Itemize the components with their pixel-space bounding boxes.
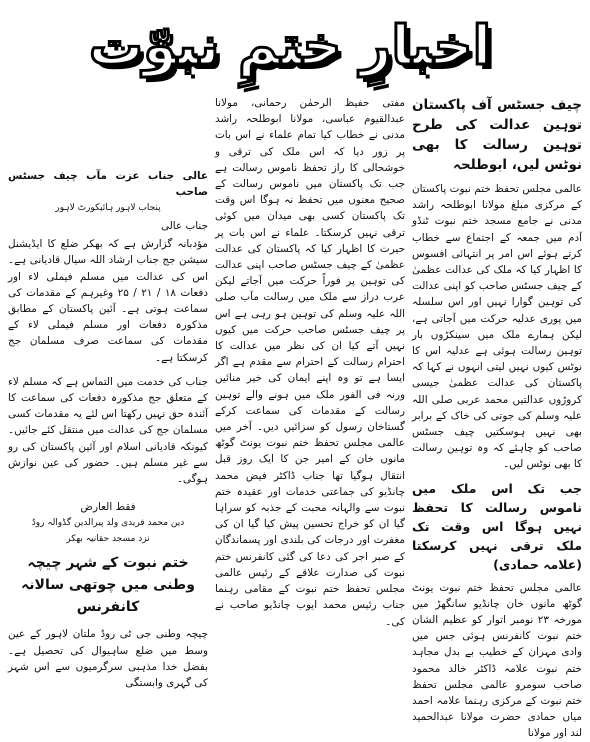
letter-sender-line-1: دین محمد فریدی ولد پیرالدین گڈوالہ روڈ — [31, 518, 185, 529]
letter-closing: فقط العارض — [80, 501, 136, 514]
letter-body-2: جناب کی خدمت میں التماس ہے کہ مسلم لاء کے متعلق جج مذکورہ دفعات کی سماعت کا آئندہ حق نہیں رکھتا اس لئے یہ مقدمات کسی مسلمان جج کی عدالت میں منتقل کئے جائیں۔ کیونکہ قادیانی اسلام اور آئین پاکستان کی رو سے غیر مسلم ہیں۔ حضور کی عین نوازش ہوگی۔ — [8, 375, 208, 485]
article-headline: چیف جسٹس آف پاکستان توہین عدالت کی طرح توہین رسالت کا بھی نوٹس لیں، ابوطلحہ — [412, 97, 582, 173]
masthead — [50, 5, 530, 87]
conference-headline: ختم نبوت کے شہر چیچہ وطنی میں چوتھی سالانہ کانفرنس — [21, 555, 195, 616]
left-column — [8, 168, 208, 728]
article-body-middle: مفتی حفیظ الرحمٰن رحمانی، مولانا عبدالقیوم عباسی، مولانا ابوطلحہ راشد مدنی نے خطاب کیا تمام علماء نے اس بات پر زور دیا کہ اس ملک کی ترقی و خوشحالی کا راز تحفظ ناموس رسالت ہے جب تک پاکستان میں ناموس رسالت کے صحیح معنوں میں تحفظ نہ ہوگا اس وقت تک پاکستان کسی بھی میدان میں کوئی ترقی نہیں کرسکتا۔ علماء نے اس بات پر حیرت کا اظہار کیا کہ پاکستان کی عدالت عظمیٰ کے چیف جسٹس صاحب اپنی عدالت کی توہین پر فوراً حرکت میں آجاتے لیکن عرب دراز سے ملک میں رسالت مآب صلی اللہ علیہ وسلم کی توہین ہو رہی ہے اس پر چیف جسٹس صاحب حرکت میں کیوں نہیں آتے کیا ان کی نظر میں عدالت کا احترام رسالت کے احترام سے مقدم ہے اگر ایسا ہے تو وہ اپنے ایمان کی خیر منائیں ورنہ فی الفور ملک میں ہونے والے توہین رسالت کے مقدمات کی سماعت کرکے گستاخان رسول کو سزائیں دیں۔ آخر میں عالمی مجلس تحفظ ختم نبوت یونٹ گوٹھ مانوں خان کے امیر جن کا ایک روز قبل انتقال ہوگیا تھا جناب ڈاکٹر فیض محمد چانڈیو کی جماعتی خدمات اور عقیدہ ختم نبوت سے والہانہ محبت کے جذبہ کو سراہا گیا ان کو خراج تحسین پیش کیا گیا ان کی مغفرت اور درجات کی بلندی اور پسماندگان کے صبر اجر کی دعا کی گئی کانفرنس ختم نبوت کی صدارت علاقے کے رئیس عالمی مجلس تحفظ ختم نبوت کے مقامی رہنما جناب رئیس محمد ایوب چانڈیو صاحب نے کی۔ — [215, 97, 405, 628]
letter-addressee-line-1: عالی جناب عزت مآب چیف جسٹس صاحب — [8, 170, 208, 199]
article-body-continued: عالمی مجلس تحفظ ختم نبوت یونٹ گوٹھ مانوں خان چانڈیو سانگھڑ میں مورخہ ۲۳ نومبر اتوار کو عظیم الشان ختم نبوت کانفرنس ہوئی جس میں وادی مہران کے خطیب بے بدل مجاہد ختم نبوت علامہ ڈاکٹر خالد محمود صاحب سومرو عالمی مجلس تحفظ ختم نبوت کے مرکزی رہنما علامہ احمد میاں حمادی حضرت مولانا عبدالحمید لند اور مولانا — [412, 581, 582, 740]
letter-body-1: مؤدبانہ گزارش ہے کہ بھکر ضلع کا ایڈیشنل سیشن جج جناب ارشاد اللہ سیال قادیانی ہے۔ اس کی عدالت میں مسلم فیملی لاء اور دفعات ۱۸ / ۲۱ / ۲۵ وغیرہم کے مقدمات کی سماعت ہوتی ہے۔ آئین پاکستان کے مطابق مذکورہ دفعات اور مسلم فیملی لاء کے مقدمات کی سماعت صرف مسلمان جج کرسکتا ہے۔ — [8, 238, 209, 364]
conference-body: چیچہ وطنی جی ٹی روڈ ملتان لاہور کے عین وسط میں ضلع ساہیوال کی تحصیل ہے۔ بفضل خدا مذہبی سرگرمیوں سے اس شہر کی گہری وابستگی — [8, 628, 208, 689]
right-column — [412, 95, 582, 740]
letter-salutation: جناب عالی — [160, 219, 208, 232]
letter-sender-line-2: نزد مسجد حقانیہ بھکر — [66, 533, 150, 544]
letter-addressee-line-2: پنجاب لاہور ہائیکورٹ لاہور — [55, 203, 161, 214]
middle-column — [215, 95, 405, 731]
article-subheadline: جب تک اس ملک میں ناموس رسالت کا تحفظ نہیں ہوگا اس وقت تک ملک ترقی نہیں کرسکتا (علامہ حمادی) — [412, 480, 582, 572]
masthead-title: اخبارِ ختمِ نبوّت — [88, 14, 492, 77]
article-body: عالمی مجلس تحفظ ختم نبوت پاکستان کے مرکزی مبلغ مولانا ابوطلحہ راشد مدنی نے جامع مسجد ختم نبوت ٹنڈو آدم میں جمعہ کے اجتماع سے خطاب کرتے ہوئے اس امر پر انتہائی افسوس کا اظہار کیا کہ ملک کی عدالت عظمیٰ کے چیف جسٹس صاحب کو اپنی عدالت کی توہین گوارا نہیں اور اس سلسلہ میں پوری عدلیہ حرکت میں آجاتی ہے، لیکن ہمارے ملک میں سینکڑوں بار توہین رسالت ہوئی ہے عدلیہ اس کا نوٹس کیوں نہیں لیتی انہوں نے کہا کہ پاکستان کی عدالت عظمیٰ جیسی کروڑوں عدالتیں محمد عربی صلی اللہ علیہ وسلم کی جوتی کی خاک کے برابر بھی نہیں ہوسکتیں چیف جسٹس صاحب کو چاہئے کہ وہ توہین رسالت کا بھی نوٹس لیں۔ — [412, 183, 582, 471]
